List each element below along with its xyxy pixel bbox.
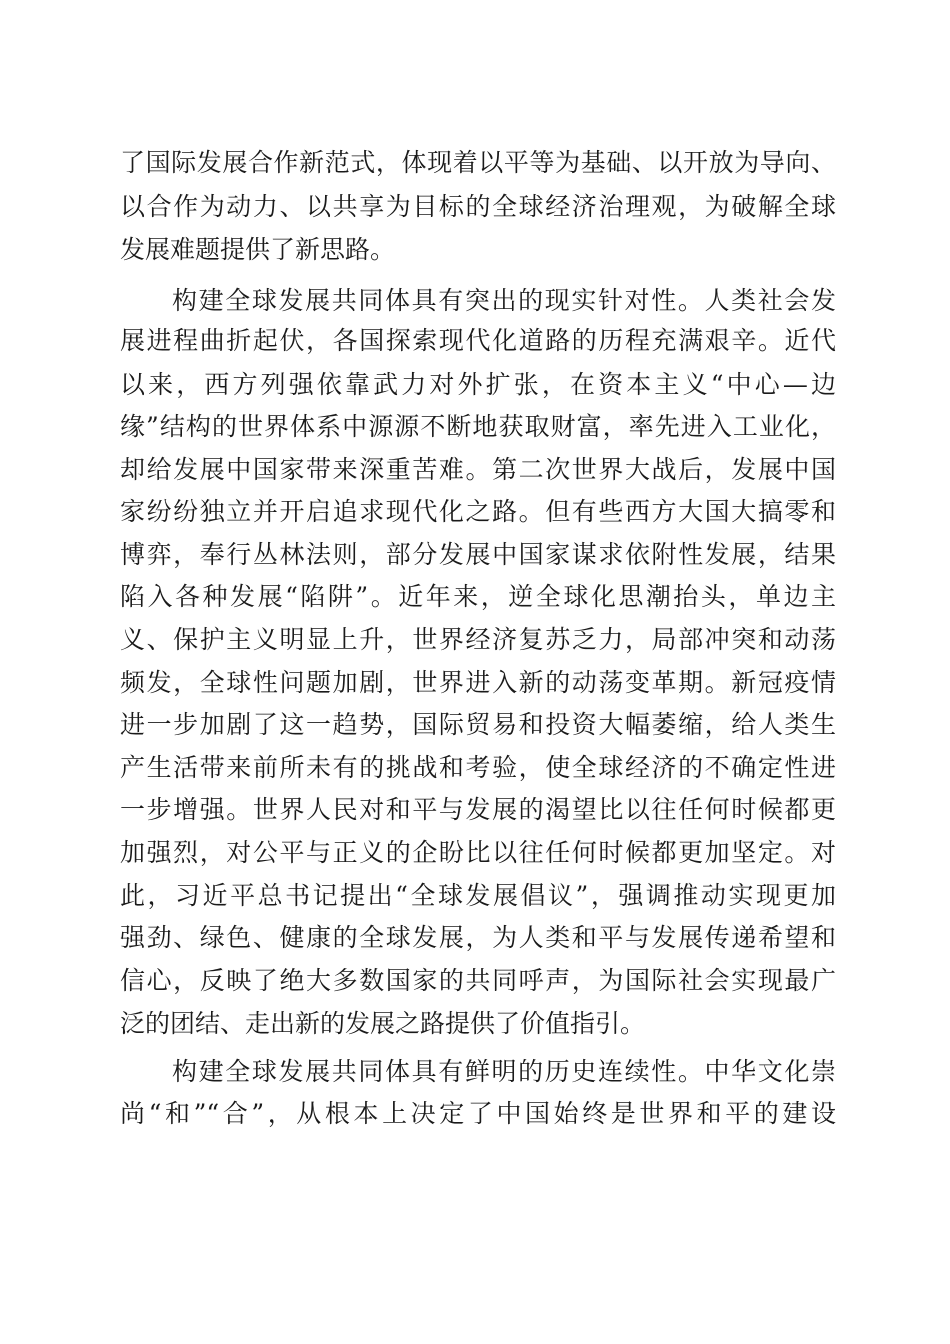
text-line: 发展难题提供了新思路。: [120, 235, 396, 264]
text-line: 构建全球发展共同体具有鲜明的历史连续性。中华文化崇: [172, 1057, 836, 1086]
text-line: 尚“和”“合”，从根本上决定了中国始终是世界和平的建设: [120, 1099, 836, 1128]
text-line: 频发，全球性问题加剧，世界进入新的动荡变革期。新冠疫情: [120, 668, 836, 697]
text-line: 构建全球发展共同体具有突出的现实针对性。人类社会发: [172, 286, 836, 315]
text-line: 产生活带来前所未有的挑战和考验，使全球经济的不确定性进: [120, 753, 836, 782]
text-line: 却给发展中国家带来深重苦难。第二次世界大战后，发展中国: [120, 455, 836, 484]
text-line: 强劲、绿色、健康的全球发展，为人类和平与发展传递希望和: [120, 923, 836, 952]
text-line: 家纷纷独立并开启追求现代化之路。但有些西方大国大搞零和: [120, 497, 836, 526]
text-line: 博弈，奉行丛林法则，部分发展中国家谋求依附性发展，结果: [120, 540, 836, 569]
text-line: 了国际发展合作新范式，体现着以平等为基础、以开放为导向、: [120, 148, 836, 177]
text-line: 进一步加剧了这一趋势，国际贸易和投资大幅萎缩，给人类生: [120, 710, 836, 739]
text-line: 义、保护主义明显上升，世界经济复苏乏力，局部冲突和动荡: [120, 625, 836, 654]
text-line: 以来，西方列强依靠武力对外扩张，在资本主义“中心—边: [120, 370, 836, 399]
text-line: 泛的团结、走出新的发展之路提供了价值指引。: [120, 1009, 646, 1038]
text-line: 信心，反映了绝大多数国家的共同呼声，为国际社会实现最广: [120, 966, 836, 995]
text-line: 缘”结构的世界体系中源源不断地获取财富，率先进入工业化，: [120, 412, 836, 441]
text-line: 一步增强。世界人民对和平与发展的渴望比以往任何时候都更: [120, 795, 836, 824]
text-line: 以合作为动力、以共享为目标的全球经济治理观，为破解全球: [120, 192, 836, 221]
text-line: 此，习近平总书记提出“全球发展倡议”，强调推动实现更加: [120, 881, 836, 910]
text-line: 展进程曲折起伏，各国探索现代化道路的历程充满艰辛。近代: [120, 326, 836, 355]
text-line: 加强烈，对公平与正义的企盼比以往任何时候都更加坚定。对: [120, 838, 836, 867]
text-line: 陷入各种发展“陷阱”。近年来，逆全球化思潮抬头，单边主: [120, 582, 836, 611]
